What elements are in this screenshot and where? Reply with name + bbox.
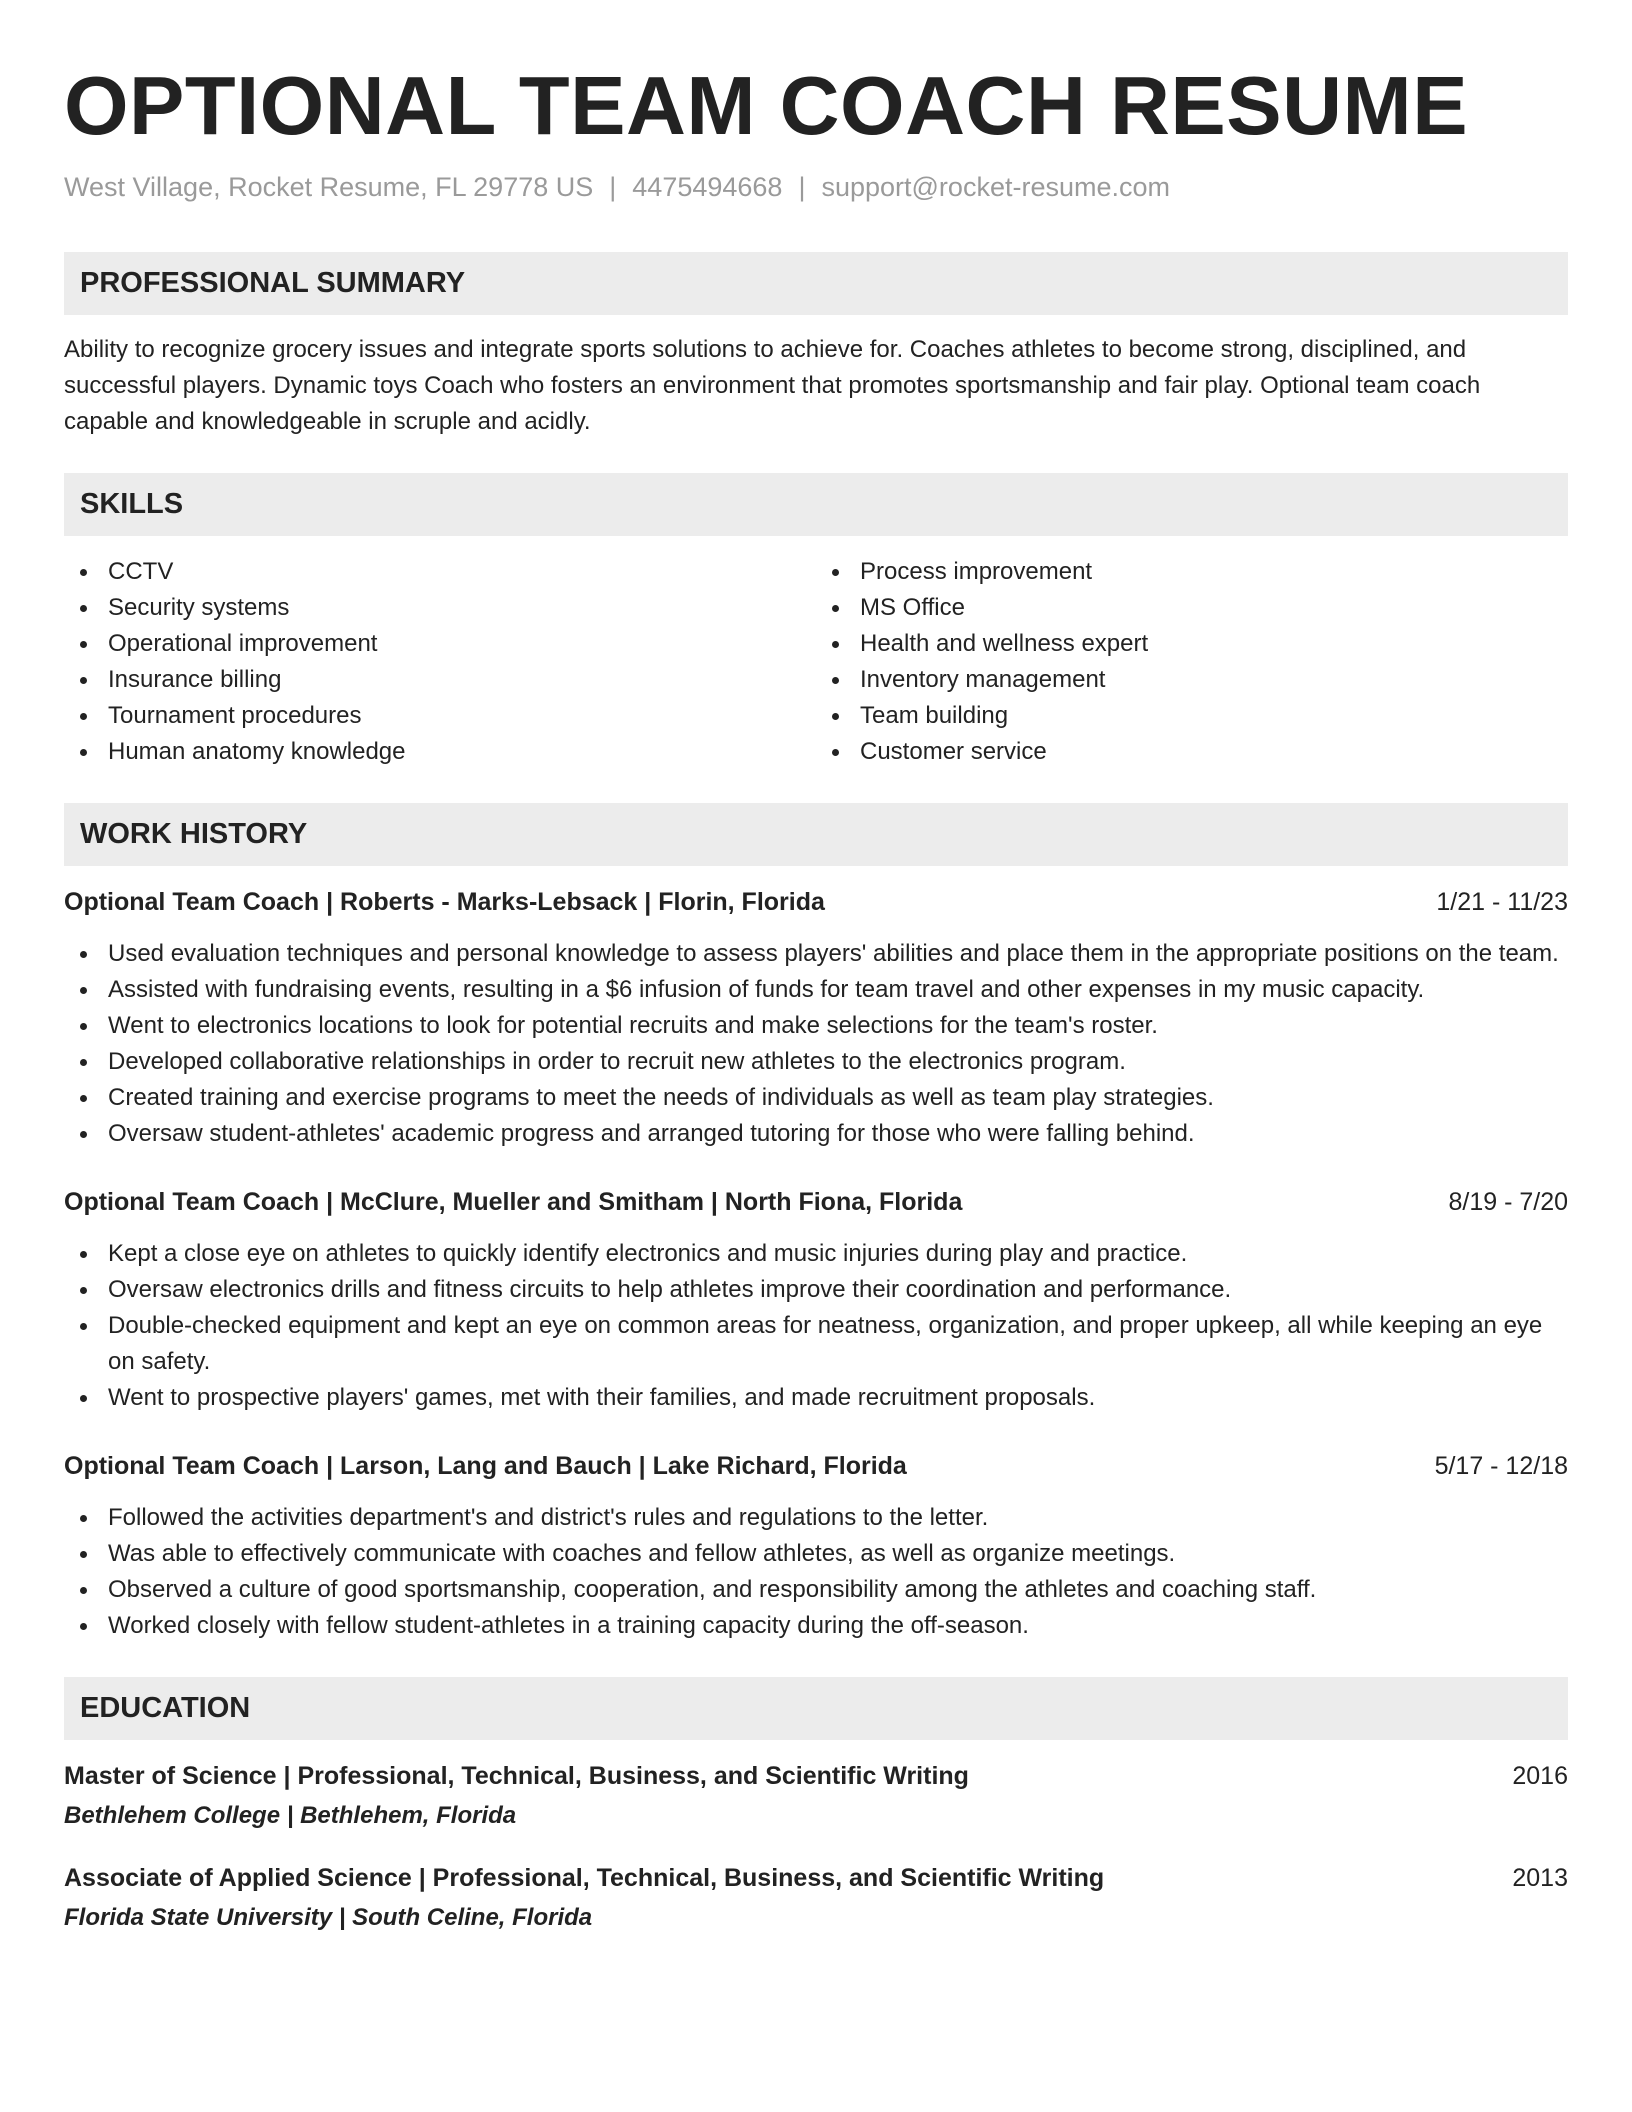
job-bullets	[64, 936, 1568, 1152]
skill-item: Security systems	[64, 590, 816, 626]
education-entry	[64, 1758, 1568, 1834]
job-entry	[64, 884, 1568, 1152]
job-header	[64, 884, 1568, 920]
contact-address: West Village, Rocket Resume, FL 29778 US	[64, 172, 594, 202]
job-dates: 1/21 - 11/23	[1436, 888, 1568, 916]
skill-item: Insurance billing	[64, 662, 816, 698]
skill-item: MS Office	[816, 590, 1568, 626]
contact-separator: |	[609, 172, 617, 202]
job-dates: 8/19 - 7/20	[1448, 1188, 1568, 1216]
skills-column-left	[64, 554, 816, 770]
work-heading: WORK HISTORY	[80, 818, 308, 850]
job-bullet: Developed collaborative relationships in order to recruit new athletes to the electronics program.	[64, 1044, 1568, 1080]
job-bullet: Created training and exercise programs to meet the needs of individuals as well as team play strategies.	[64, 1080, 1568, 1116]
degree-title: Associate of Applied Science | Professional, Technical, Business, and Scientific Writing	[64, 1864, 1105, 1892]
skill-item: Process improvement	[816, 554, 1568, 590]
skill-item: Health and wellness expert	[816, 626, 1568, 662]
education-header	[64, 1860, 1568, 1896]
job-title: Optional Team Coach | Roberts - Marks-Lebsack | Florin, Florida	[64, 888, 825, 916]
summary-section-header	[64, 252, 1568, 315]
skill-item: Customer service	[816, 734, 1568, 770]
job-bullet: Observed a culture of good sportsmanship, cooperation, and responsibility among the athletes and coaching staff.	[64, 1572, 1568, 1608]
job-bullet: Was able to effectively communicate with coaches and fellow athletes, as well as organize meetings.	[64, 1536, 1568, 1572]
skill-item: Team building	[816, 698, 1568, 734]
skill-item: Operational improvement	[64, 626, 816, 662]
education-entry	[64, 1860, 1568, 1936]
skills-section-header	[64, 473, 1568, 536]
job-dates: 5/17 - 12/18	[1434, 1452, 1568, 1480]
skill-item: Inventory management	[816, 662, 1568, 698]
job-bullet: Double-checked equipment and kept an eye on common areas for neatness, organization, and proper upkeep, all while keeping an eye on safety.	[64, 1308, 1568, 1380]
resume-title: OPTIONAL TEAM COACH RESUME	[64, 59, 1469, 152]
job-bullet: Kept a close eye on athletes to quickly identify electronics and music injuries during play and practice.	[64, 1236, 1568, 1272]
work-section-header	[64, 803, 1568, 866]
summary-text: Ability to recognize grocery issues and integrate sports solutions to achieve for. Coaches athletes to become strong, disciplined, and successful players. Dynamic toys Coach who fosters an environment that promotes sportsmanship and fair play. Optional team coach capable and knowledgeable in scruple and acidly.	[64, 336, 1481, 435]
job-bullet: Used evaluation techniques and personal knowledge to assess players' abilities and place them in the appropriate positions on the team.	[64, 936, 1568, 972]
graduation-year: 2016	[1512, 1762, 1568, 1790]
skills-column-right	[816, 554, 1568, 770]
degree-title: Master of Science | Professional, Technical, Business, and Scientific Writing	[64, 1762, 969, 1790]
job-header	[64, 1184, 1568, 1220]
skill-item: Tournament procedures	[64, 698, 816, 734]
job-bullet: Assisted with fundraising events, resulting in a $6 infusion of funds for team travel and other expenses in my music capacity.	[64, 972, 1568, 1008]
skills-heading: SKILLS	[80, 488, 184, 520]
job-entry	[64, 1448, 1568, 1644]
contact-line	[64, 170, 1568, 204]
skills-list	[64, 554, 1568, 770]
job-bullet: Followed the activities department's and district's rules and regulations to the letter.	[64, 1500, 1568, 1536]
school-name: Florida State University | South Celine, Florida	[64, 1904, 593, 1931]
education-section-header	[64, 1677, 1568, 1740]
job-bullet: Went to prospective players' games, met with their families, and made recruitment proposals.	[64, 1380, 1568, 1416]
job-entry	[64, 1184, 1568, 1416]
job-bullet: Oversaw electronics drills and fitness circuits to help athletes improve their coordination and performance.	[64, 1272, 1568, 1308]
graduation-year: 2013	[1512, 1864, 1568, 1892]
job-bullets	[64, 1236, 1568, 1416]
contact-email: support@rocket-resume.com	[821, 172, 1170, 202]
job-bullet: Worked closely with fellow student-athletes in a training capacity during the off-season.	[64, 1608, 1568, 1644]
education-header	[64, 1758, 1568, 1794]
job-title: Optional Team Coach | McClure, Mueller and Smitham | North Fiona, Florida	[64, 1188, 963, 1216]
skill-item: CCTV	[64, 554, 816, 590]
education-heading: EDUCATION	[80, 1692, 251, 1724]
job-bullet: Oversaw student-athletes' academic progress and arranged tutoring for those who were falling behind.	[64, 1116, 1568, 1152]
skill-item: Human anatomy knowledge	[64, 734, 816, 770]
contact-separator: |	[798, 172, 806, 202]
school-name: Bethlehem College | Bethlehem, Florida	[64, 1802, 517, 1829]
job-bullet: Went to electronics locations to look for potential recruits and make selections for the team's roster.	[64, 1008, 1568, 1044]
summary-heading: PROFESSIONAL SUMMARY	[80, 267, 466, 299]
job-bullets	[64, 1500, 1568, 1644]
job-header	[64, 1448, 1568, 1484]
contact-phone: 4475494668	[632, 172, 783, 202]
job-title: Optional Team Coach | Larson, Lang and Bauch | Lake Richard, Florida	[64, 1452, 907, 1480]
